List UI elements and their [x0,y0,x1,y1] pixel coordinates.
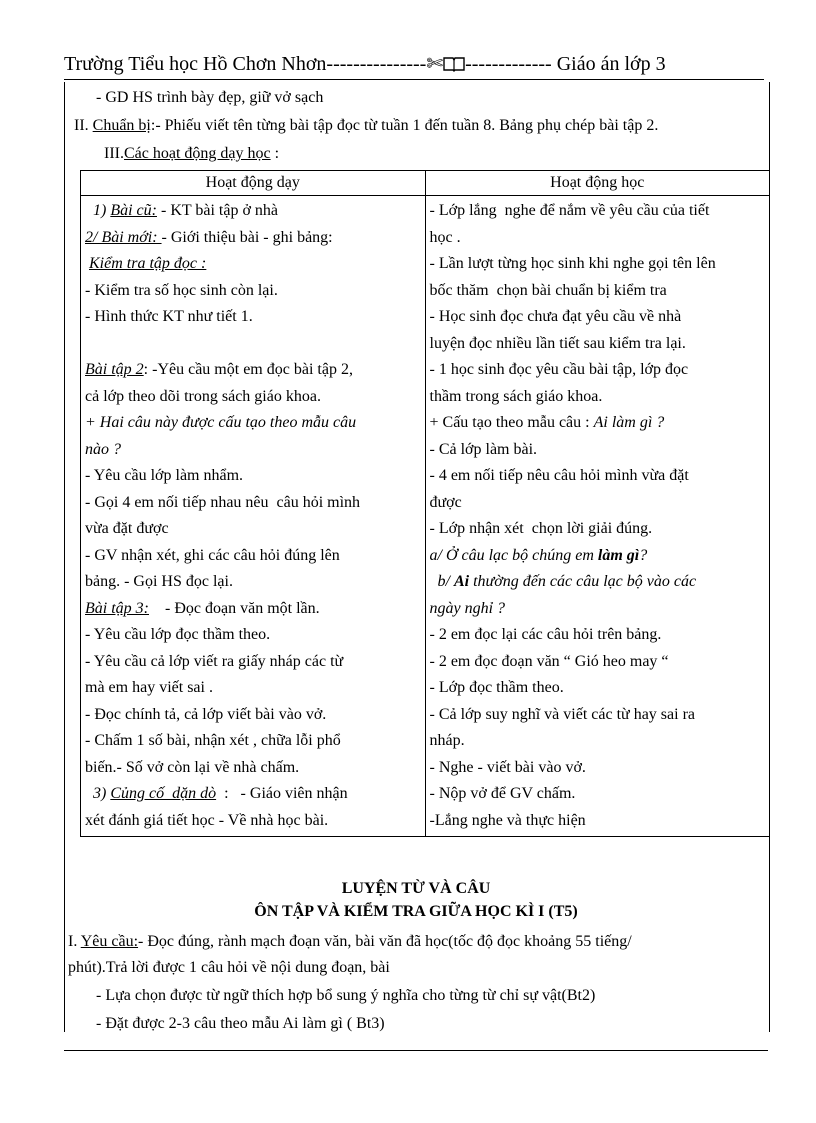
teacher-line [85,781,421,808]
bullet-item: - Đặt được 2-3 câu theo mẫu Ai làm gì ( Bt3) [96,1015,385,1032]
teacher-line [85,596,421,623]
student-line [430,251,766,278]
teacher-line [85,622,421,649]
student-line [430,781,766,808]
line-text: - Yêu cầu lớp làm nhẩm. [85,467,244,484]
line-text: - Nộp vở để GV chấm. [429,785,576,802]
student-line [430,649,766,676]
line-italic: b/ [429,573,454,590]
line-text: học . [429,228,461,246]
teacher-line [85,331,421,358]
line-text: - Chấm 1 số bài, nhận xét , chữa lỗi phổ [85,732,341,749]
student-line [430,410,766,437]
student-line [430,569,766,596]
teacher-line [85,569,421,596]
line-text: + Hai câu này được cấu tạo theo mẫu câu [85,414,357,431]
header-dashes: ------------- [465,53,552,75]
req-text: - Đọc đúng, rành mạch đoạn văn, bài văn đã học(tốc độ đọc khoảng 55 tiếng/ [138,933,632,950]
line-text: - GV nhận xét, ghi các câu hỏi đúng lên [85,546,340,564]
page-header [64,50,764,78]
line-label: Bài tập 3: [85,599,149,617]
teacher-line [85,384,421,411]
line-text: - Lớp đọc thầm theo. [429,679,564,696]
teacher-line [85,755,421,782]
line-text: - Học sinh đọc chưa đạt yêu cầu về nhà [429,308,682,325]
line-text: được [429,493,462,511]
student-line [430,357,766,384]
line-text: xét đánh giá tiết học - Về nhà học bài. [85,811,329,829]
student-line [430,728,766,755]
line-label: Kiểm tra tập đọc : [89,255,207,272]
teacher-line [85,410,421,437]
student-line [430,808,766,835]
teacher-line [85,198,421,225]
student-line [430,437,766,464]
teacher-line [85,543,421,570]
teacher-line [85,490,421,517]
student-line [430,755,766,782]
book-icon [443,56,465,72]
teacher-line [85,225,421,252]
line-text: nào ? [85,440,121,458]
line-text: - 1 học sinh đọc yêu cầu bài tập, lớp đọc [429,361,689,378]
lesson-table [80,170,770,837]
line-text: vừa đặt được [85,520,169,537]
student-line [430,278,766,305]
teacher-line [85,251,421,278]
activities-suffix: : [270,145,280,162]
student-line [430,304,766,331]
student-line [430,225,766,252]
teacher-line [85,357,421,384]
line-text: bảng. - Gọi HS đọc lại. [85,573,233,590]
line-text: 1) [85,202,111,219]
intro-bullet: - GD HS trình bày đẹp, giữ vở sạch [96,89,324,106]
line-bold-italic: Ai [453,573,470,590]
student-line [430,331,766,358]
line-text: luyện đọc nhiều lần tiết sau kiểm tra lại. [429,334,686,352]
student-line [430,463,766,490]
line-text: : - Giáo viên nhận [216,785,348,802]
line-text: - Đọc chính tả, cả lớp viết bài vào vở. [85,705,327,723]
req-label: Yêu cầu: [80,933,139,950]
line-text: - Cả lớp làm bài. [429,440,538,458]
section-subtitle: ÔN TẬP VÀ KIỂM TRA GIỮA HỌC KÌ I (T5) [254,903,578,920]
prep-label: Chuẩn bị [92,117,151,134]
line-text: - Cả lớp suy nghĩ và viết các từ hay sai ra [429,705,695,723]
line-text: mà em hay viết sai . [85,679,213,696]
student-line [430,622,766,649]
line-text: - Nghe - viết bài vào vở. [429,758,586,776]
student-activities-cell [425,196,770,837]
scissors-icon: ✄ [426,53,444,75]
line-text: + Cấu tạo theo mẫu câu : [429,414,594,431]
prep-text: :- Phiếu viết tên từng bài tập đọc từ tuần 1 đến tuần 8. Bảng phụ chép bài tập 2. [150,117,659,134]
teacher-line [85,728,421,755]
teacher-line [85,437,421,464]
activities-prefix: III. [104,145,124,162]
line-text: - Lớp nhận xét chọn lời giải đúng. [429,520,653,537]
line-text: bốc thăm chọn bài chuẩn bị kiểm tra [429,281,667,299]
teacher-line [85,516,421,543]
line-text: - Yêu cầu cả lớp viết ra giấy nháp các từ [85,652,344,670]
student-line [430,675,766,702]
line-italic: Ai làm gì ? [593,414,665,431]
teacher-line [85,675,421,702]
student-line [430,702,766,729]
line-text: - Gọi 4 em nối tiếp nhau nêu câu hỏi mình [85,493,361,511]
line-italic: thường đến các câu lạc bộ vào các [469,573,697,590]
line-text: cả lớp theo dõi trong sách giáo khoa. [85,387,321,405]
line-italic: ? [639,546,648,564]
line-label: Củng cố dặn dò [110,785,217,802]
footer-rule [64,1050,768,1051]
line-text: - 2 em đọc đoạn văn “ Gió heo may “ [429,652,669,670]
line-text: - Yêu cầu lớp đọc thầm theo. [85,626,271,643]
line-text: - KT bài tập ở nhà [156,202,279,219]
req-prefix: I. [68,933,81,950]
student-line [430,384,766,411]
line-text: thầm trong sách giáo khoa. [429,387,603,405]
line-text: : -Yêu cầu một em đọc bài tập 2, [143,361,353,378]
teacher-line [85,278,421,305]
bullet-item: - Lựa chọn được từ ngữ thích hợp bổ sung ý nghĩa cho từng từ chỉ sự vật(Bt2) [96,987,596,1004]
line-text: -Lắng nghe và thực hiện [429,811,586,829]
line-text: nháp. [429,732,465,749]
requirements-line [68,929,632,955]
header-school: Trường Tiểu học Hồ Chơn Nhơn--------------- [64,53,427,75]
teacher-line [85,808,421,835]
section-title: LUYỆN TỪ VÀ CÂU [341,880,491,897]
student-line [430,543,766,570]
teacher-line [85,463,421,490]
teacher-line [85,702,421,729]
line-bold-italic: làm gì [597,546,640,564]
student-line [430,490,766,517]
line-text: - 4 em nối tiếp nêu câu hỏi mình vừa đặt [429,467,689,484]
header-rule [64,79,764,80]
student-line [430,516,766,543]
line-text: biến.- Số vở còn lại về nhà chấm. [85,758,300,776]
line-text: - Lớp lắng nghe để nắm về yêu cầu của tiết [429,202,710,219]
col-teacher-header: Hoạt động dạy [81,171,426,196]
line-text: - Đọc đoạn văn một lần. [149,599,320,617]
line-label: 2/ Bài mới: [85,228,162,246]
table-row [81,196,770,837]
line-text: - Giới thiệu bài - ghi bảng: [161,228,333,246]
teacher-activities-cell [81,196,426,837]
line-text: - 2 em đọc lại các câu hỏi trên bảng. [429,626,662,643]
activities-heading [104,141,279,167]
teacher-line [85,649,421,676]
line-text: - Hình thức KT như tiết 1. [85,308,253,325]
line-label: Bài cũ: [110,202,157,219]
line-italic: ngày nghỉ ? [429,599,506,617]
student-line [430,596,766,623]
line-text: - Kiểm tra số học sinh còn lại. [85,281,278,299]
student-line [430,198,766,225]
line-italic: a/ Ở câu lạc bộ chúng em [429,546,598,564]
prep-prefix: II. [74,117,93,134]
col-student-header: Hoạt động học [425,171,770,196]
prep-line [74,113,658,139]
line-text: 3) [85,785,111,802]
requirements-line-2: phút).Trả lời được 1 câu hỏi về nội dung đoạn, bài [68,959,390,976]
header-subject: Giáo án lớp 3 [556,53,666,75]
activities-label: Các hoạt động dạy học [123,145,271,162]
teacher-line [85,304,421,331]
line-text: - Lần lượt từng học sinh khi nghe gọi tên lên [429,255,716,272]
line-label: Bài tập 2 [85,361,144,378]
table-header-row [81,171,770,196]
